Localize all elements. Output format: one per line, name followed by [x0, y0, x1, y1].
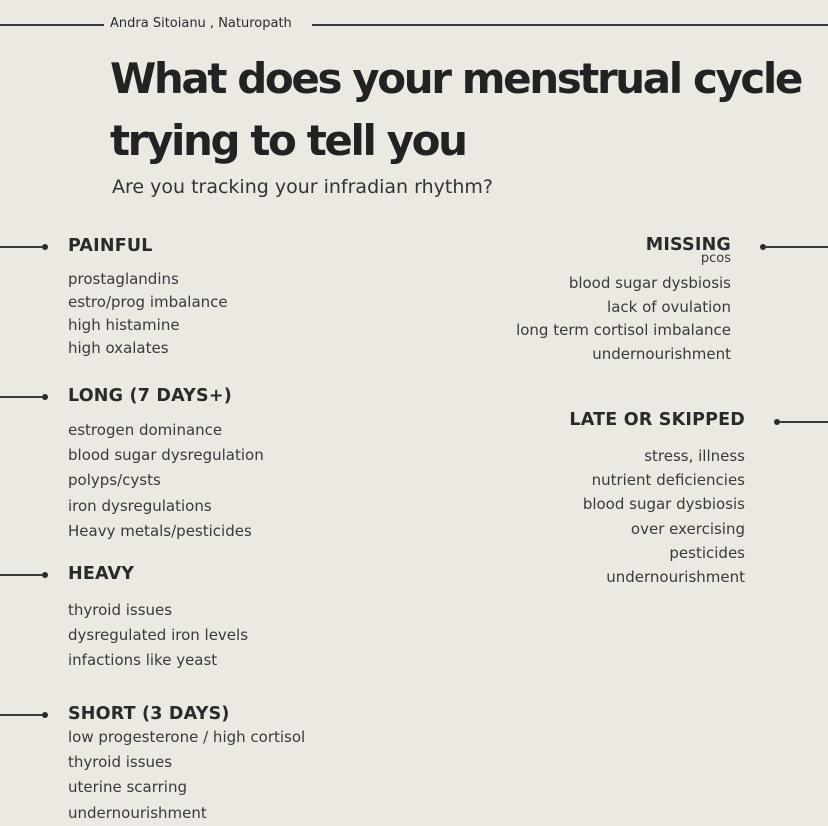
heavy-bullet-dot	[42, 572, 48, 578]
late-cause-list	[583, 444, 745, 589]
section-heading-late-or-skipped: LATE OR SKIPPED	[569, 410, 745, 430]
section-heading-painful: PAINFUL	[68, 236, 153, 256]
missing-cause-list	[516, 272, 731, 367]
short-connector-line	[0, 714, 42, 716]
long-bullet-dot	[42, 394, 48, 400]
list-item: iron dysregulations	[68, 496, 212, 515]
late-connector-line	[780, 421, 828, 423]
section-heading-missing: MISSING	[645, 235, 731, 255]
list-item: stress, illness	[644, 447, 745, 465]
painful-cause-list	[68, 268, 228, 360]
header-rule-left	[0, 24, 104, 26]
long-connector-line	[0, 396, 42, 398]
list-item: high histamine	[68, 316, 180, 334]
list-item: thyroid issues	[68, 601, 173, 619]
section-heading-long: LONG (7 DAYS+)	[68, 386, 232, 406]
list-item: over exercising	[630, 519, 745, 538]
short-bullet-dot	[42, 712, 48, 718]
header-rule-right	[312, 24, 828, 26]
list-item: polyps/cysts	[68, 471, 161, 490]
missing-connector-line	[766, 246, 828, 248]
list-item: long term cortisol imbalance	[516, 321, 731, 340]
list-item: low progesterone / high cortisol	[68, 728, 306, 746]
list-item: estrogen dominance	[68, 421, 223, 439]
list-item: lack of ovulation	[607, 297, 731, 316]
list-item: prostaglandins	[68, 270, 179, 288]
painful-bullet-dot	[42, 244, 48, 250]
page-title: What does your menstrual cycle trying to tell you	[110, 54, 802, 165]
list-item: undernourishment	[606, 568, 745, 587]
long-cause-list	[68, 418, 264, 544]
list-item: uterine scarring	[68, 778, 187, 797]
short-cause-list	[68, 725, 305, 826]
list-item: blood sugar dysbiosis	[568, 274, 731, 292]
painful-connector-line	[0, 246, 42, 248]
list-item: pesticides	[669, 543, 745, 562]
heavy-cause-list	[68, 598, 248, 674]
list-item: nutrient deficiencies	[591, 471, 745, 490]
list-item: blood sugar dysregulation	[68, 446, 264, 465]
author-credit: Andra Sitoianu , Naturopath	[110, 16, 292, 31]
list-item: infactions like yeast	[68, 651, 218, 670]
list-item: undernourishment	[68, 803, 207, 822]
list-item: dysregulated iron levels	[68, 626, 249, 645]
page-subtitle: Are you tracking your infradian rhythm?	[112, 176, 493, 198]
list-item: estro/prog imbalance	[68, 293, 228, 311]
list-item: Heavy metals/pesticides	[68, 521, 252, 540]
heavy-connector-line	[0, 574, 42, 576]
list-item: blood sugar dysbiosis	[582, 495, 745, 514]
list-item: thyroid issues	[68, 753, 173, 772]
section-heading-short: SHORT (3 DAYS)	[68, 704, 230, 724]
list-item: high oxalates	[68, 339, 169, 357]
section-heading-heavy: HEAVY	[68, 564, 135, 584]
missing-subheading: pcos	[700, 251, 731, 266]
list-item: undernourishment	[592, 345, 731, 364]
